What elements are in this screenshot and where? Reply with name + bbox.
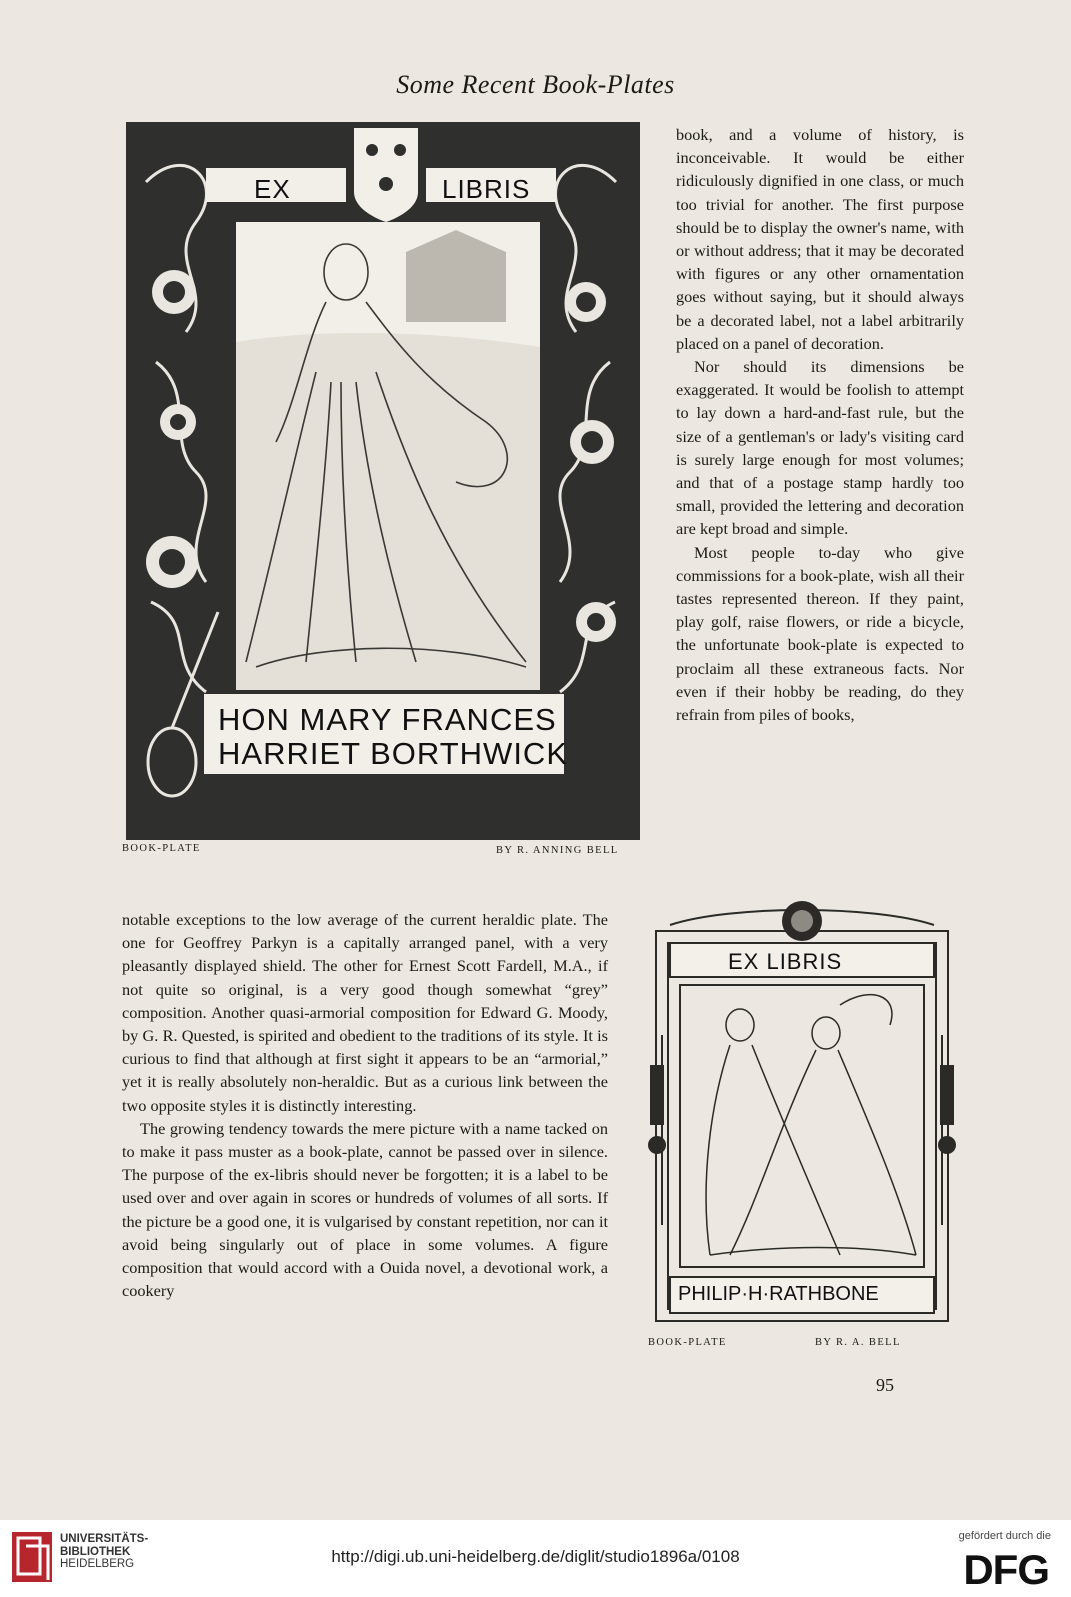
book-plate-rathbone xyxy=(640,885,964,1333)
caption-plate-one-right: BY R. ANNING BELL xyxy=(496,845,619,856)
owner-name: PHILIP·H·RATHBONE xyxy=(678,1283,879,1305)
caption-plate-one-left: BOOK-PLATE xyxy=(122,843,201,854)
paragraph: Most people to-day who give commissions for a book-plate, wish all their tastes represented thereon. If they paint, play golf, raise flowers, or ride a bicycle, the unfortunate book-plate is expected to proclaim all these extraneous facts. Nor even if their hobby be reading, do they refrain from piles of books, xyxy=(676,542,964,725)
funder-logo: DFG xyxy=(963,1546,1049,1593)
library-name-line: HEIDELBERG xyxy=(60,1558,135,1570)
page-number: 95 xyxy=(876,1375,894,1395)
paragraph: The growing tendency towards the mere picture with a name tacked on to make it pass muster as a book-plate, cannot be passed over in silence. The purpose of the ex-libris should never be forgotten; it is a label to be used over and over again in scores or hundreds of volumes of all sorts. If the picture be a good one, it is vulgarised by constant repetition, nor can it avoid being singularly out of place in some volumes. A figure composition that would accord with a Ouida novel, a devotional work, a cookery xyxy=(122,1118,608,1301)
document-url-link[interactable]: http://digi.ub.uni-heidelberg.de/diglit/studio1896a/0108 xyxy=(331,1547,740,1566)
paragraph: Nor should its dimensions be exaggerated. It would be foolish to attempt to lay down a hard-and-fast rule, but the size of a gentleman's or lady's visiting card is surely large enough for most volumes; and that of a postage stamp hardly too small, provided the lettering and decoration are kept broad and simple. xyxy=(676,357,964,539)
owner-name-line-1: HON MARY FRANCES xyxy=(218,702,557,737)
owner-name-line-2: HARRIET BORTHWICK xyxy=(218,736,568,771)
footer-bar xyxy=(0,1520,1071,1597)
caption-plate-two-right: BY R. A. BELL xyxy=(815,1337,901,1348)
book-plate-borthwick xyxy=(126,122,640,840)
paragraph: notable exceptions to the low average of the current heraldic plate. The one for Geoffrey Parkyn is a capitally arranged panel, with a very pleasantly displayed shield. The other for Ernest Scott Fardell, M.A., if not quite so original, is a very good though somewhat “grey” composition. Another quasi-armorial composition for Edward G. Moody, by G. R. Quested, is spirited and obedient to the traditions of its style. It is curious to find that although at first sight it appears to be an “armorial,” yet it is really absolutely non-heraldic. But as a curious link between the two opposite styles it is distinctly interesting. xyxy=(122,910,608,1115)
ex-label: EX xyxy=(254,174,291,204)
text-column-left xyxy=(122,908,608,1302)
text-column-right xyxy=(676,123,964,726)
paragraph: book, and a volume of history, is inconceivable. It would be either ridiculously dignified in one class, or much too trivial for another. The first purpose should be to display the owner's name, with or without address; that it may be decorated with figures or any other ornamentation goes without saying, but it should always be a decorated label, not a label arbitrarily placed on a panel of decoration. xyxy=(676,125,964,353)
funded-by-label: gefördert durch die xyxy=(958,1530,1051,1542)
ex-libris-label: EX LIBRIS xyxy=(728,949,843,974)
page-title: Some Recent Book-Plates xyxy=(396,70,675,99)
library-name-line: UNIVERSITÄTS- xyxy=(60,1533,149,1545)
caption-plate-two-left: BOOK-PLATE xyxy=(648,1337,727,1348)
libris-label: LIBRIS xyxy=(442,174,531,204)
library-name-line: BIBLIOTHEK xyxy=(60,1545,131,1558)
